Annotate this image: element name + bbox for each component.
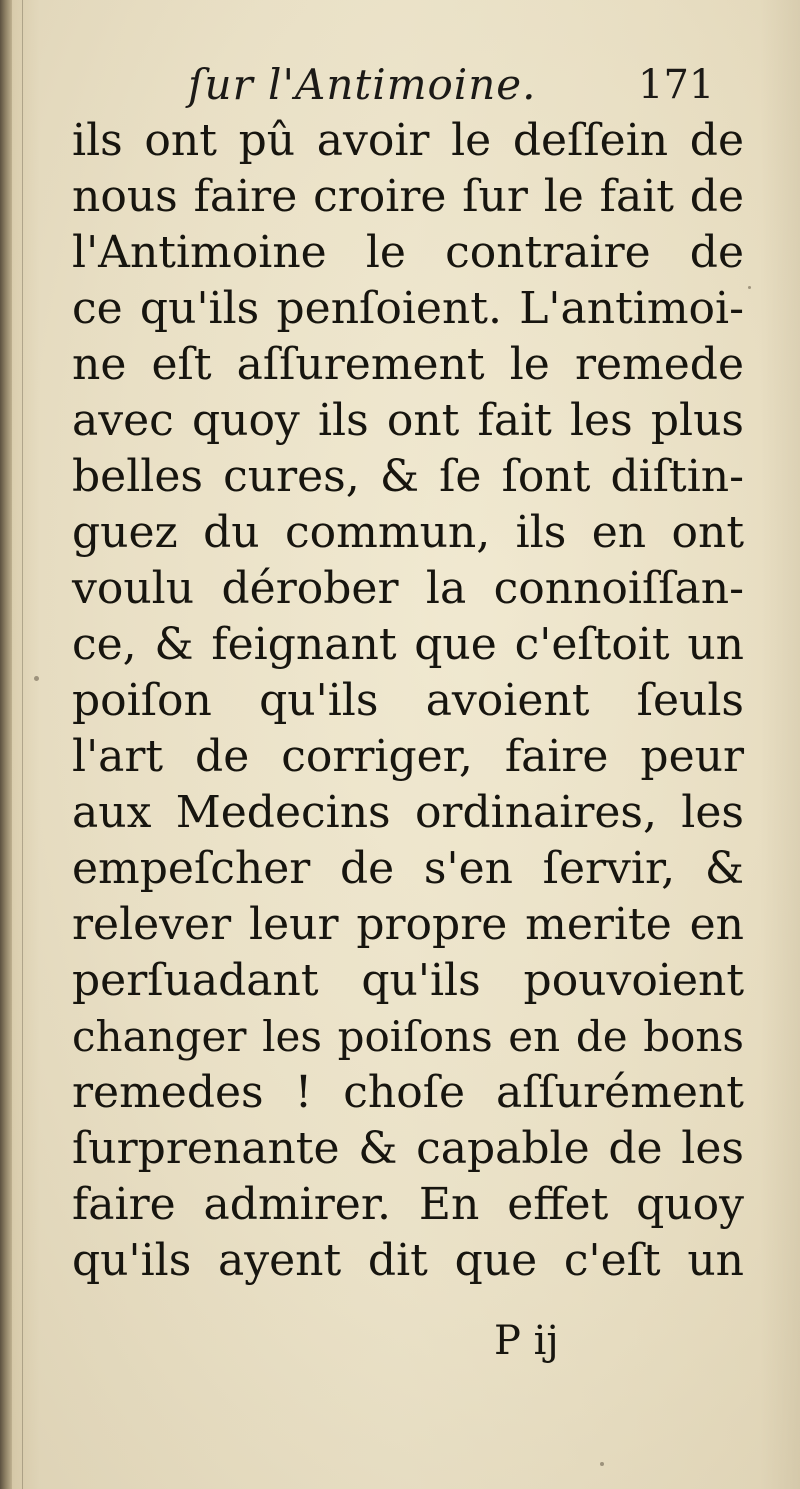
text-line: belles cures, & ſe ſont diſtin- bbox=[72, 451, 744, 502]
text-line: ce qu'ils penſoient. L'antimoi- bbox=[72, 283, 744, 334]
text-line: voulu dérober la connoiſſan- bbox=[72, 563, 744, 614]
text-line: ne eſt aſſurement le remede bbox=[72, 339, 744, 390]
text-line: l'art de corriger, faire peur bbox=[72, 731, 744, 782]
paper-speck bbox=[600, 1462, 604, 1466]
text-line: relever leur propre merite en bbox=[72, 899, 744, 950]
text-line: ſurprenante & capable de les bbox=[72, 1123, 744, 1174]
page-number: 171 bbox=[638, 62, 715, 108]
text-line: avec quoy ils ont fait les plus bbox=[72, 395, 744, 446]
text-line: ils ont pû avoir le deſſein de bbox=[72, 115, 744, 166]
text-line: nous faire croire ſur le fait de bbox=[72, 171, 744, 222]
text-line: remedes ! choſe aſſurément bbox=[72, 1067, 744, 1118]
text-line: guez du commun, ils en ont bbox=[72, 507, 744, 558]
signature-mark: P ij bbox=[494, 1318, 559, 1364]
text-line: l'Antimoine le contraire de bbox=[72, 227, 744, 278]
running-title: ſur l'Antimoine. bbox=[188, 60, 537, 109]
text-line: ce, & feignant que c'eſtoit un bbox=[72, 619, 744, 670]
gutter-line bbox=[22, 0, 23, 1489]
text-line: changer les poiſons en de bons bbox=[72, 1012, 744, 1061]
paper-speck bbox=[748, 286, 751, 289]
text-line: empeſcher de s'en ſervir, & bbox=[72, 843, 744, 894]
text-line: aux Medecins ordinaires, les bbox=[72, 787, 744, 838]
body-text bbox=[72, 113, 744, 1289]
paper-speck bbox=[34, 676, 39, 681]
text-line: perſuadant qu'ils pouvoient bbox=[72, 955, 744, 1006]
text-line: faire admirer. En effet quoy bbox=[72, 1179, 744, 1230]
text-line: poiſon qu'ils avoient ſeuls bbox=[72, 675, 744, 726]
book-spine-shadow bbox=[0, 0, 12, 1489]
running-head bbox=[178, 60, 738, 120]
text-line: qu'ils ayent dit que c'eſt un bbox=[72, 1235, 744, 1286]
